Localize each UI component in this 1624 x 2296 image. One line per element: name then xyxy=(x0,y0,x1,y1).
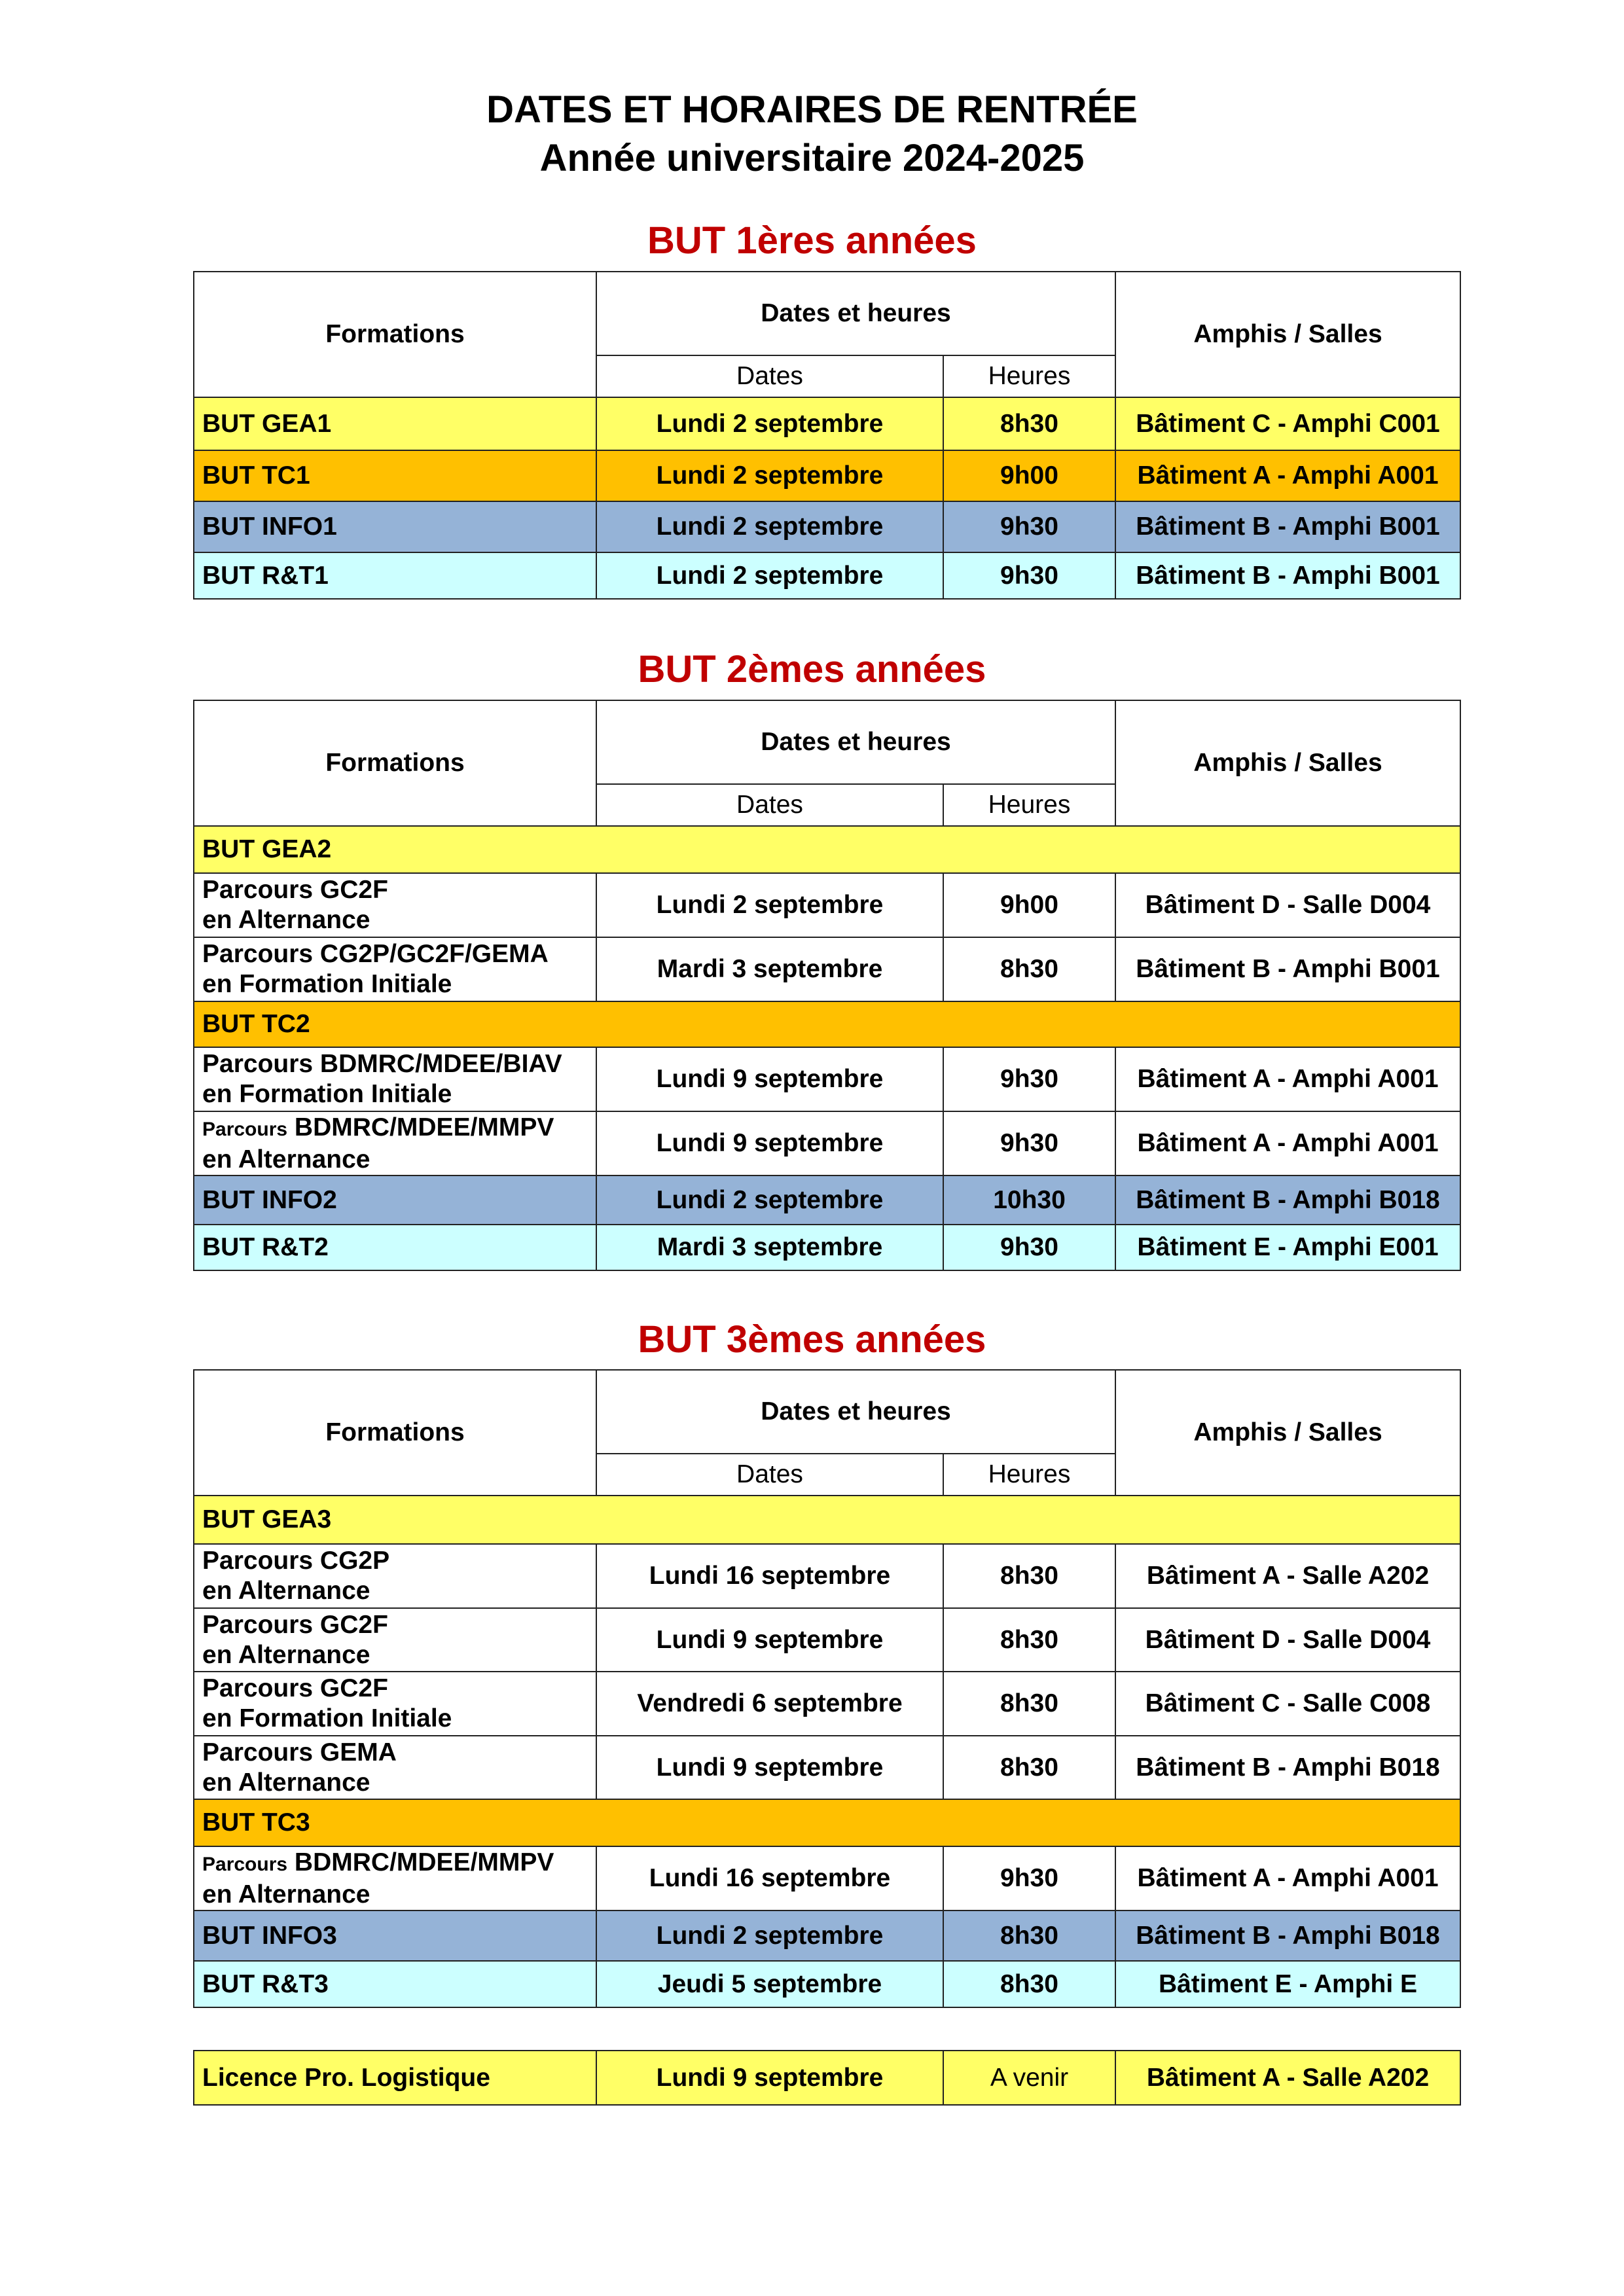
group-row-gea2 xyxy=(194,826,1460,873)
table-row xyxy=(194,1175,1460,1225)
date-cell: Lundi 9 septembre xyxy=(596,1608,943,1672)
date-cell: Lundi 2 septembre xyxy=(596,552,943,599)
formation-cell: BUT INFO3 xyxy=(194,1910,596,1961)
date-cell: Vendredi 6 septembre xyxy=(596,1672,943,1736)
table-row xyxy=(194,450,1460,501)
group-row-tc3 xyxy=(194,1799,1460,1846)
heure-cell: 9h30 xyxy=(943,1111,1115,1175)
table-row xyxy=(194,397,1460,450)
salle-cell: Bâtiment B - Amphi B018 xyxy=(1115,1736,1460,1799)
parcours-mode: en Alternance xyxy=(202,906,370,934)
group-label: BUT TC3 xyxy=(194,1799,1460,1846)
parcours-name: BDMRC/MDEE/MMPV xyxy=(294,1113,554,1141)
table-row xyxy=(194,1111,1460,1175)
parcours-mode: en Alternance xyxy=(202,1577,370,1605)
formation-cell: BUT INFO1 xyxy=(194,501,596,552)
formation-cell xyxy=(194,1544,596,1608)
formation-cell: BUT R&T1 xyxy=(194,552,596,599)
header-row xyxy=(194,1370,1460,1454)
parcours-name: Parcours BDMRC/MDEE/BIAV xyxy=(202,1050,562,1078)
group-label: BUT GEA2 xyxy=(194,826,1460,873)
parcours-mode: en Alternance xyxy=(202,1640,370,1669)
formation-cell xyxy=(194,1111,596,1175)
section-title-2: BUT 2èmes années xyxy=(638,648,986,691)
formation-cell: BUT R&T3 xyxy=(194,1961,596,2007)
formation-cell: BUT TC1 xyxy=(194,450,596,501)
header-dates: Dates xyxy=(596,1454,943,1496)
parcours-prefix: Parcours xyxy=(202,1853,288,1875)
date-cell: Mardi 3 septembre xyxy=(596,1225,943,1270)
schedule-table-2 xyxy=(193,700,1461,1271)
table-row xyxy=(194,1544,1460,1608)
formation-cell xyxy=(194,1736,596,1799)
schedule-table-3 xyxy=(193,1369,1461,2008)
parcours-name: Parcours GC2F xyxy=(202,1674,388,1702)
header-amphis: Amphis / Salles xyxy=(1115,1370,1460,1496)
salle-cell: Bâtiment A - Salle A202 xyxy=(1115,2051,1460,2105)
header-heures: Heures xyxy=(943,1454,1115,1496)
section-title-1: BUT 1ères années xyxy=(647,219,977,262)
group-row-gea3 xyxy=(194,1496,1460,1544)
formation-cell xyxy=(194,1846,596,1910)
parcours-name: Parcours GC2F xyxy=(202,1610,388,1639)
formation-cell: BUT R&T2 xyxy=(194,1225,596,1270)
parcours-mode: en Alternance xyxy=(202,1880,370,1909)
formation-cell: BUT GEA1 xyxy=(194,397,596,450)
date-cell: Lundi 2 septembre xyxy=(596,1175,943,1225)
group-label: BUT TC2 xyxy=(194,1001,1460,1047)
formation-cell xyxy=(194,1608,596,1672)
date-cell: Jeudi 5 septembre xyxy=(596,1961,943,2007)
parcours-prefix: Parcours xyxy=(202,1118,288,1140)
salle-cell: Bâtiment E - Amphi E001 xyxy=(1115,1225,1460,1270)
parcours-name: Parcours GEMA xyxy=(202,1738,397,1767)
schedule-table-1 xyxy=(193,271,1461,600)
header-formations: Formations xyxy=(194,700,596,826)
date-cell: Lundi 9 septembre xyxy=(596,1047,943,1111)
date-cell: Lundi 2 septembre xyxy=(596,873,943,937)
date-cell: Lundi 2 septembre xyxy=(596,1910,943,1961)
formation-cell xyxy=(194,873,596,937)
header-row xyxy=(194,272,1460,355)
salle-cell: Bâtiment A - Amphi A001 xyxy=(1115,1111,1460,1175)
formation-cell xyxy=(194,937,596,1001)
heure-cell: 8h30 xyxy=(943,937,1115,1001)
parcours-mode: en Alternance xyxy=(202,1768,370,1797)
table-row xyxy=(194,1910,1460,1961)
parcours-mode: en Formation Initiale xyxy=(202,970,452,998)
header-amphis: Amphis / Salles xyxy=(1115,272,1460,397)
salle-cell: Bâtiment B - Amphi B001 xyxy=(1115,552,1460,599)
formation-cell xyxy=(194,1047,596,1111)
formation-cell: BUT INFO2 xyxy=(194,1175,596,1225)
parcours-mode: en Formation Initiale xyxy=(202,1080,452,1108)
date-cell: Lundi 16 septembre xyxy=(596,1846,943,1910)
header-dates: Dates xyxy=(596,355,943,397)
date-cell: Lundi 16 septembre xyxy=(596,1544,943,1608)
date-cell: Lundi 2 septembre xyxy=(596,501,943,552)
header-dates-et-heures: Dates et heures xyxy=(596,700,1115,784)
salle-cell: Bâtiment A - Amphi A001 xyxy=(1115,1846,1460,1910)
date-cell: Lundi 9 septembre xyxy=(596,2051,943,2105)
heure-cell: 8h30 xyxy=(943,1544,1115,1608)
document-title-line1: DATES ET HORAIRES DE RENTRÉE xyxy=(486,88,1138,131)
header-heures: Heures xyxy=(943,355,1115,397)
salle-cell: Bâtiment C - Amphi C001 xyxy=(1115,397,1460,450)
heure-cell: 9h30 xyxy=(943,1846,1115,1910)
heure-cell: 8h30 xyxy=(943,1608,1115,1672)
salle-cell: Bâtiment D - Salle D004 xyxy=(1115,1608,1460,1672)
heure-cell: 8h30 xyxy=(943,1910,1115,1961)
date-cell: Lundi 9 septembre xyxy=(596,1736,943,1799)
header-amphis: Amphis / Salles xyxy=(1115,700,1460,826)
heure-cell: 10h30 xyxy=(943,1175,1115,1225)
table-row xyxy=(194,937,1460,1001)
date-cell: Mardi 3 septembre xyxy=(596,937,943,1001)
header-formations: Formations xyxy=(194,272,596,397)
table-row xyxy=(194,1736,1460,1799)
parcours-name: Parcours CG2P xyxy=(202,1547,390,1575)
header-dates-et-heures: Dates et heures xyxy=(596,1370,1115,1454)
heure-cell: 9h30 xyxy=(943,501,1115,552)
formation-cell xyxy=(194,1672,596,1736)
salle-cell: Bâtiment A - Amphi A001 xyxy=(1115,450,1460,501)
salle-cell: Bâtiment B - Amphi B018 xyxy=(1115,1910,1460,1961)
licence-pro-table xyxy=(193,2050,1461,2106)
table-row xyxy=(194,1225,1460,1270)
heure-cell: 9h30 xyxy=(943,1047,1115,1111)
heure-cell: 9h30 xyxy=(943,1225,1115,1270)
date-cell: Lundi 2 septembre xyxy=(596,450,943,501)
group-label: BUT GEA3 xyxy=(194,1496,1460,1544)
salle-cell: Bâtiment C - Salle C008 xyxy=(1115,1672,1460,1736)
salle-cell: Bâtiment E - Amphi E xyxy=(1115,1961,1460,2007)
group-row-tc2 xyxy=(194,1001,1460,1047)
document-title-line2: Année universitaire 2024-2025 xyxy=(539,137,1085,179)
header-dates: Dates xyxy=(596,784,943,826)
date-cell: Lundi 9 septembre xyxy=(596,1111,943,1175)
heure-cell: 9h00 xyxy=(943,450,1115,501)
table-row xyxy=(194,1846,1460,1910)
parcours-mode: en Alternance xyxy=(202,1145,370,1174)
parcours-name: BDMRC/MDEE/MMPV xyxy=(294,1848,554,1876)
header-row xyxy=(194,700,1460,784)
table-row xyxy=(194,1608,1460,1672)
salle-cell: Bâtiment A - Salle A202 xyxy=(1115,1544,1460,1608)
parcours-mode: en Formation Initiale xyxy=(202,1704,452,1732)
parcours-name: Parcours CG2P/GC2F/GEMA xyxy=(202,940,549,968)
date-cell: Lundi 2 septembre xyxy=(596,397,943,450)
header-dates-et-heures: Dates et heures xyxy=(596,272,1115,355)
table-row xyxy=(194,552,1460,599)
section-title-3: BUT 3èmes années xyxy=(638,1318,986,1361)
heure-cell: 8h30 xyxy=(943,397,1115,450)
heure-cell: A venir xyxy=(943,2051,1115,2105)
heure-cell: 9h30 xyxy=(943,552,1115,599)
table-row xyxy=(194,1672,1460,1736)
formation-cell: Licence Pro. Logistique xyxy=(194,2051,596,2105)
table-row xyxy=(194,873,1460,937)
table-row xyxy=(194,1961,1460,2007)
table-row xyxy=(194,2051,1460,2105)
heure-cell: 8h30 xyxy=(943,1672,1115,1736)
table-row xyxy=(194,501,1460,552)
table-row xyxy=(194,1047,1460,1111)
salle-cell: Bâtiment B - Amphi B001 xyxy=(1115,937,1460,1001)
header-heures: Heures xyxy=(943,784,1115,826)
salle-cell: Bâtiment D - Salle D004 xyxy=(1115,873,1460,937)
heure-cell: 8h30 xyxy=(943,1961,1115,2007)
heure-cell: 9h00 xyxy=(943,873,1115,937)
header-formations: Formations xyxy=(194,1370,596,1496)
salle-cell: Bâtiment B - Amphi B001 xyxy=(1115,501,1460,552)
salle-cell: Bâtiment A - Amphi A001 xyxy=(1115,1047,1460,1111)
salle-cell: Bâtiment B - Amphi B018 xyxy=(1115,1175,1460,1225)
parcours-name: Parcours GC2F xyxy=(202,876,388,904)
heure-cell: 8h30 xyxy=(943,1736,1115,1799)
